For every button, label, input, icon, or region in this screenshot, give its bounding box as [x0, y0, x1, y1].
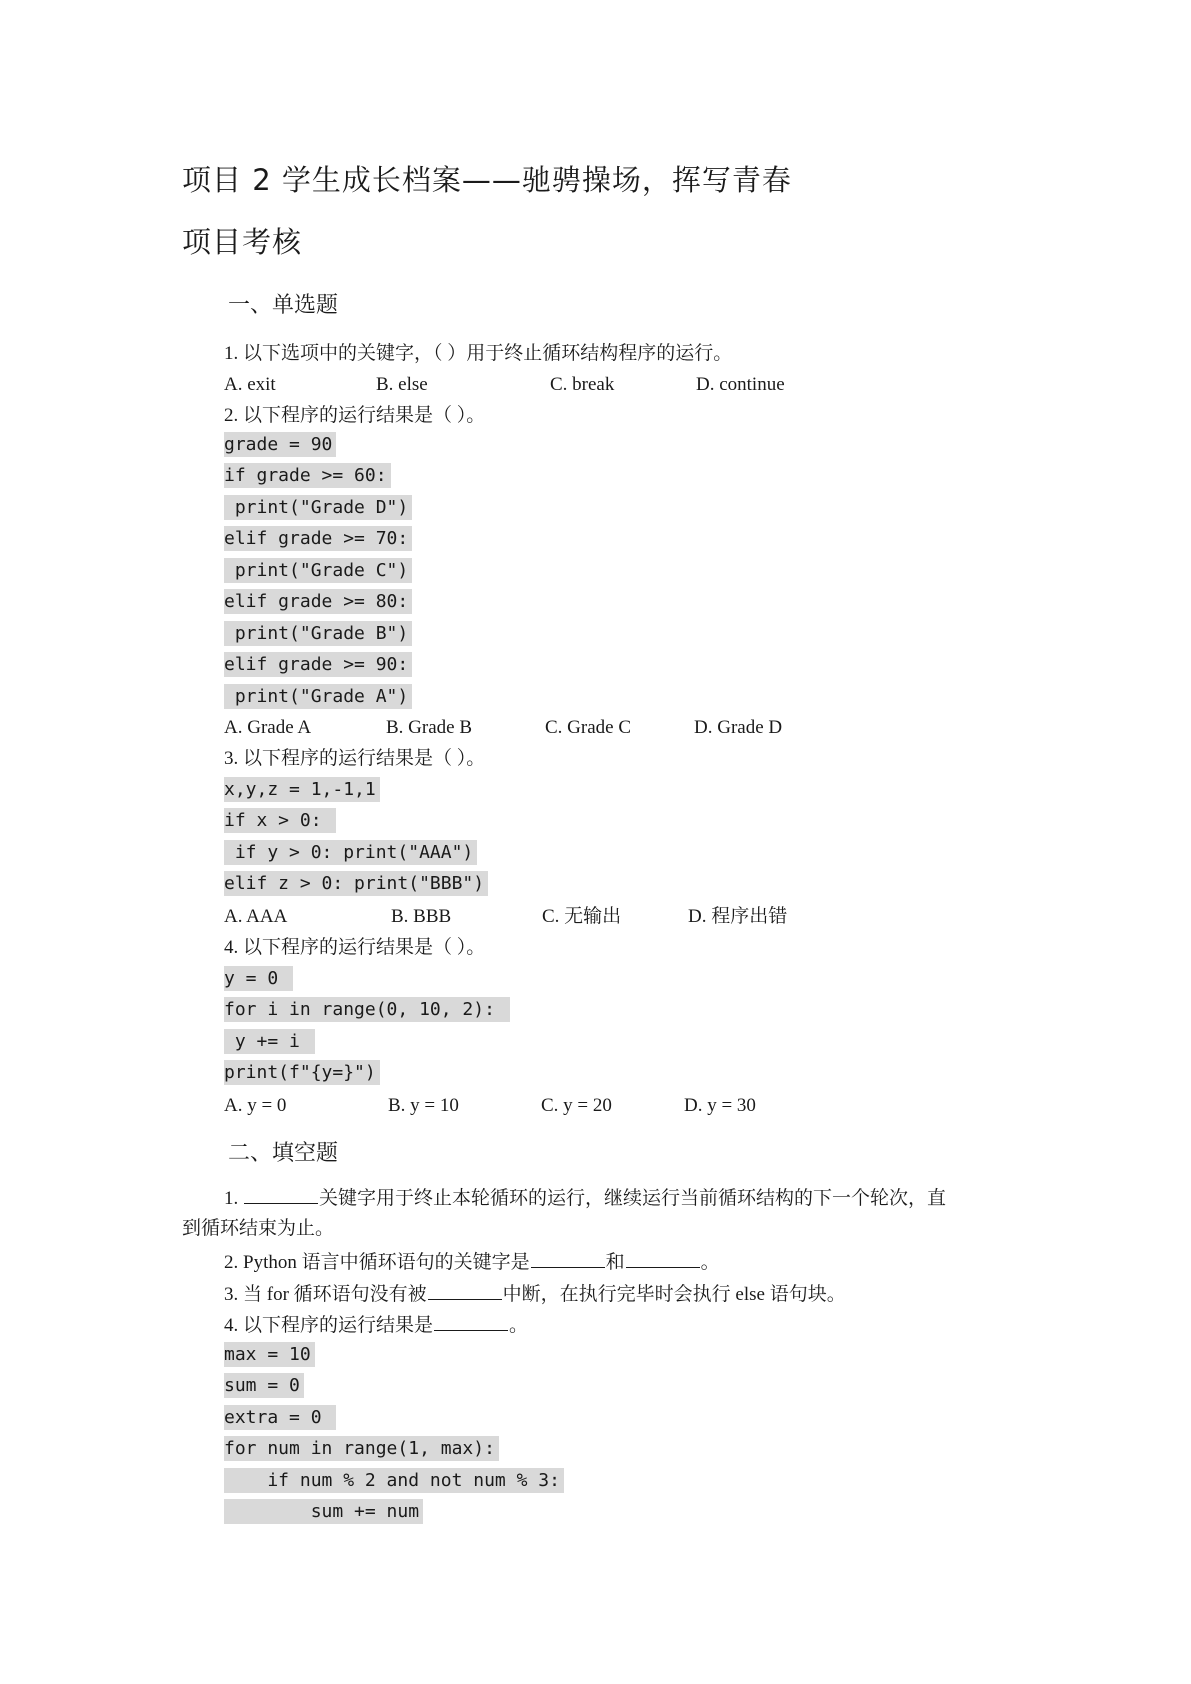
fill-4-code-line: sum = 0	[224, 1373, 304, 1398]
question-3-text: 3. 以下程序的运行结果是（ ）。	[224, 748, 486, 769]
question-4-code-line: print(f"{y=}")	[224, 1060, 380, 1085]
question-1-option-c: C. break	[550, 374, 615, 395]
question-3-code-line: elif z > 0: print("BBB")	[224, 871, 488, 896]
question-3-option-c: C. 无输出	[542, 906, 622, 927]
question-3-option-d: D. 程序出错	[688, 906, 788, 927]
fill-blank	[434, 1312, 508, 1331]
fill-3-prefix: 3. 当 for 循环语句没有被	[224, 1284, 427, 1305]
question-1-option-a: A. exit	[224, 374, 276, 395]
fill-2-text	[224, 1249, 720, 1275]
question-3-option-b: B. BBB	[391, 906, 452, 927]
fill-1-rest: 关键字用于终止本轮循环的运行，继续运行当前循环结构的下一个轮次，直	[319, 1188, 947, 1209]
fill-3-text	[224, 1281, 846, 1307]
project-title: 项目 2 学生成长档案——驰骋操场，挥写青春	[182, 163, 792, 197]
question-2-code-line: grade = 90	[224, 432, 336, 457]
fill-blank	[244, 1185, 318, 1204]
fill-2-middle: 和	[605, 1252, 625, 1273]
question-4-code-line: for i in range(0, 10, 2):	[224, 997, 510, 1022]
question-2-code-line: if grade >= 60:	[224, 463, 391, 488]
section-single-choice-heading: 一、单选题	[228, 293, 339, 318]
fill-4-prefix: 4. 以下程序的运行结果是	[224, 1315, 434, 1336]
question-3-code-line: if x > 0:	[224, 808, 336, 833]
fill-blank	[531, 1249, 605, 1268]
question-2-code-line: elif grade >= 90:	[224, 652, 412, 677]
fill-1-prefix: 1.	[224, 1188, 243, 1209]
question-4-option-b: B. y = 10	[388, 1095, 459, 1116]
fill-4-code-line: max = 10	[224, 1342, 315, 1367]
question-2-code-line: print("Grade B")	[224, 621, 412, 646]
fill-4-code-line: if num % 2 and not num % 3:	[224, 1468, 564, 1493]
question-3-code-line: x,y,z = 1,-1,1	[224, 777, 380, 802]
question-2-code-line: elif grade >= 70:	[224, 526, 412, 551]
question-4-option-d: D. y = 30	[684, 1095, 756, 1116]
question-2-code-line: print("Grade A")	[224, 684, 412, 709]
fill-blank	[626, 1249, 700, 1268]
question-4-option-c: C. y = 20	[541, 1095, 612, 1116]
question-4-option-a: A. y = 0	[224, 1095, 287, 1116]
fill-blank	[428, 1281, 502, 1300]
question-3-code-line: if y > 0: print("AAA")	[224, 840, 477, 865]
fill-2-suffix: 。	[700, 1252, 720, 1273]
question-1-option-d: D. continue	[696, 374, 785, 395]
fill-4-code-line: extra = 0	[224, 1405, 336, 1430]
question-2-option-b: B. Grade B	[386, 717, 473, 738]
question-4-code-line: y = 0	[224, 966, 293, 991]
question-4-text: 4. 以下程序的运行结果是（ ）。	[224, 937, 486, 958]
section-fill-blank-heading: 二、填空题	[228, 1141, 339, 1166]
fill-4-code-line: for num in range(1, max):	[224, 1436, 499, 1461]
question-2-code-line: print("Grade D")	[224, 495, 412, 520]
fill-4-code-line: sum += num	[224, 1499, 423, 1524]
question-2-option-d: D. Grade D	[694, 717, 783, 738]
fill-4-suffix: 。	[509, 1315, 529, 1336]
fill-1-text	[224, 1185, 946, 1211]
question-1-option-b: B. else	[376, 374, 428, 395]
question-1-text: 1. 以下选项中的关键字，（ ）用于终止循环结构程序的运行。	[224, 343, 733, 364]
question-2-text: 2. 以下程序的运行结果是（ ）。	[224, 405, 486, 426]
fill-4-text	[224, 1312, 528, 1338]
question-2-option-a: A. Grade A	[224, 717, 312, 738]
question-2-option-c: C. Grade C	[545, 717, 632, 738]
fill-2-prefix: 2. Python 语言中循环语句的关键字是	[224, 1252, 530, 1273]
fill-1-continuation: 到循环结束为止。	[182, 1218, 335, 1239]
project-subtitle: 项目考核	[182, 225, 303, 259]
question-2-code-line: print("Grade C")	[224, 558, 412, 583]
question-4-code-line: y += i	[224, 1029, 315, 1054]
question-2-code-line: elif grade >= 80:	[224, 589, 412, 614]
fill-3-suffix: 中断，在执行完毕时会执行 else 语句块。	[502, 1284, 846, 1305]
question-3-option-a: A. AAA	[224, 906, 288, 927]
